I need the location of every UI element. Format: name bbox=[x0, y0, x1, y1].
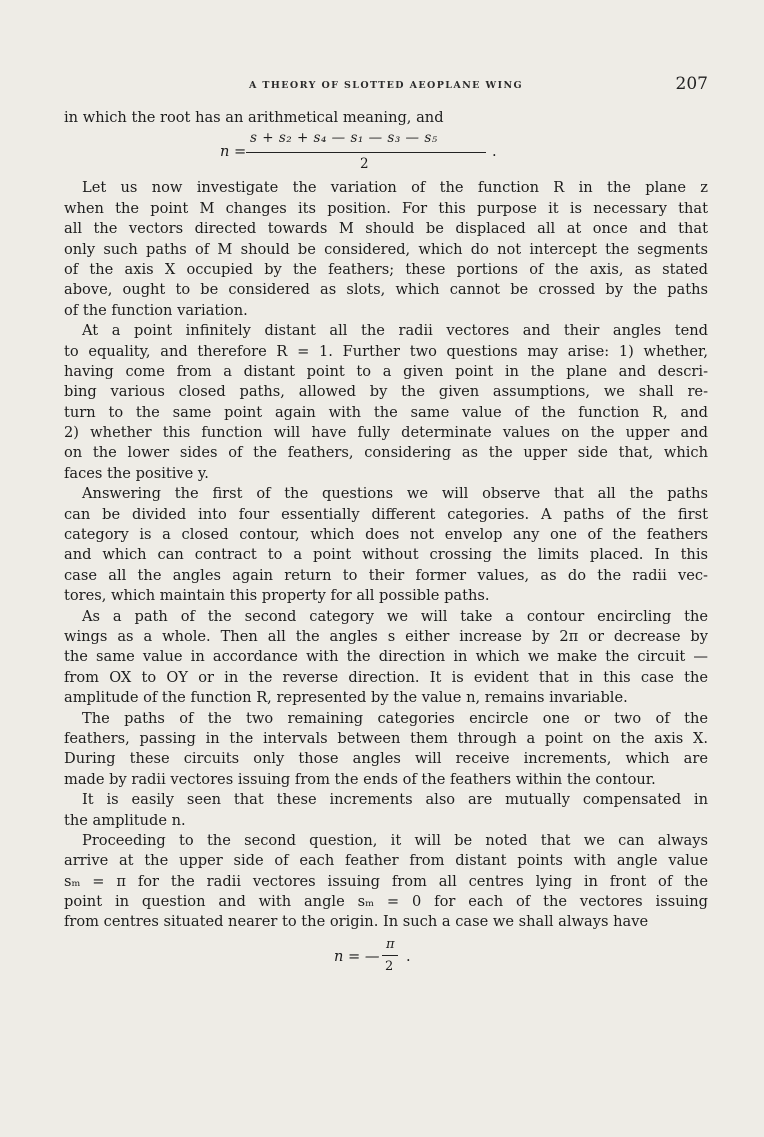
text-line: in which the root has an arithmetical meaning, and bbox=[64, 109, 444, 126]
formula-end: . bbox=[406, 947, 411, 965]
text-line: As a path of the second category we will take a contour encircling the bbox=[82, 607, 708, 625]
formula-n bbox=[64, 128, 708, 178]
text-line: At a point infinitely distant all the radii vectores and their angles tend bbox=[82, 322, 708, 340]
formula-numerator: s + s₂ + s₄ — s₁ — s₃ — s₅ bbox=[250, 130, 438, 147]
text-line: tores, which maintain this property for all possible paths. bbox=[64, 587, 490, 605]
text-line: when the point M changes its position. For this purpose it is necessary that bbox=[64, 199, 708, 217]
text-line: to equality, and therefore R = 1. Further two questions may arise: 1) whether, bbox=[64, 342, 708, 360]
text-line: on the lower sides of the feathers, considering as the upper side that, which bbox=[64, 444, 708, 462]
text-line: Answering the first of the questions we will observe that all the paths bbox=[82, 485, 708, 503]
text-line: above, ought to be considered as slots, which cannot be crossed by the paths bbox=[64, 281, 708, 299]
formula-n-pi bbox=[64, 937, 708, 981]
fraction-bar bbox=[382, 955, 398, 956]
text-line: feathers, passing in the intervals between them through a point on the axis X. bbox=[64, 729, 708, 747]
text-line: amplitude of the function R, represented by the value n, remains invariable. bbox=[64, 689, 628, 707]
page-number: 207 bbox=[675, 74, 708, 94]
text-line: of the function variation. bbox=[64, 301, 248, 319]
text-line: sₘ = π for the radii vectores issuing from all centres lying in front of the bbox=[64, 872, 708, 890]
running-title: A THEORY OF SLOTTED AEOPLANE WING bbox=[248, 80, 524, 91]
formula-lhs: n = — bbox=[334, 947, 380, 965]
text-line: Let us now investigate the variation of the function R in the plane z bbox=[82, 179, 708, 197]
text-line: turn to the same point again with the same value of the function R, and bbox=[64, 403, 708, 421]
text-line: It is easily seen that these increments also are mutually compensated in bbox=[82, 791, 708, 809]
text-line: Proceeding to the second question, it will be noted that we can always bbox=[82, 831, 708, 849]
formula-lhs: n = bbox=[220, 143, 247, 161]
text-line: made by radii vectores issuing from the ends of the feathers within the contour. bbox=[64, 770, 656, 788]
text-line: can be divided into four essentially different categories. A paths of the first bbox=[64, 505, 708, 523]
text-line: all the vectors directed towards M should be displaced all at once and that bbox=[64, 220, 708, 238]
text-line: The paths of the two remaining categories encircle one or two of the bbox=[82, 709, 708, 727]
text-line: only such paths of M should be considered, which do not intercept the segments bbox=[64, 240, 708, 258]
text-line: the same value in accordance with the direction in which we make the circuit — bbox=[64, 648, 708, 666]
formula-numerator: π bbox=[386, 936, 395, 952]
text-line: point in question and with angle sₘ = 0 for each of the vectores issuing bbox=[64, 893, 708, 911]
text-line: case all the angles again return to their former values, as do the radii vec- bbox=[64, 566, 708, 584]
text-line: the amplitude n. bbox=[64, 811, 186, 829]
text-line: category is a closed contour, which does not envelop any one of the feathers bbox=[64, 526, 708, 544]
formula-end: . bbox=[492, 143, 497, 161]
text-line: bing various closed paths, allowed by the given assumptions, we shall re- bbox=[64, 383, 708, 401]
fraction-bar bbox=[246, 152, 486, 153]
formula-denominator: 2 bbox=[385, 958, 394, 974]
formula-denominator: 2 bbox=[360, 156, 369, 173]
text-line: having come from a distant point to a given point in the plane and descri- bbox=[64, 362, 708, 380]
text-line: and which can contract to a point without crossing the limits placed. In this bbox=[64, 546, 708, 564]
text-line: from centres situated nearer to the origin. In such a case we shall always have bbox=[64, 913, 649, 931]
text-line: faces the positive y. bbox=[64, 464, 209, 482]
running-head bbox=[64, 76, 708, 96]
body-text bbox=[64, 108, 708, 981]
text-line: from OX to OY or in the reverse direction. It is evident that in this case the bbox=[64, 668, 708, 686]
text-line: wings as a whole. Then all the angles s either increase by 2π or decrease by bbox=[64, 627, 708, 645]
text-line: During these circuits only those angles will receive increments, which are bbox=[64, 750, 708, 768]
text-line: arrive at the upper side of each feather from distant points with angle value bbox=[64, 852, 708, 870]
text-line: of the axis X occupied by the feathers; these portions of the axis, as stated bbox=[64, 260, 708, 278]
text-line: 2) whether this function will have fully determinate values on the upper and bbox=[64, 424, 708, 442]
paragraphs bbox=[64, 178, 708, 932]
